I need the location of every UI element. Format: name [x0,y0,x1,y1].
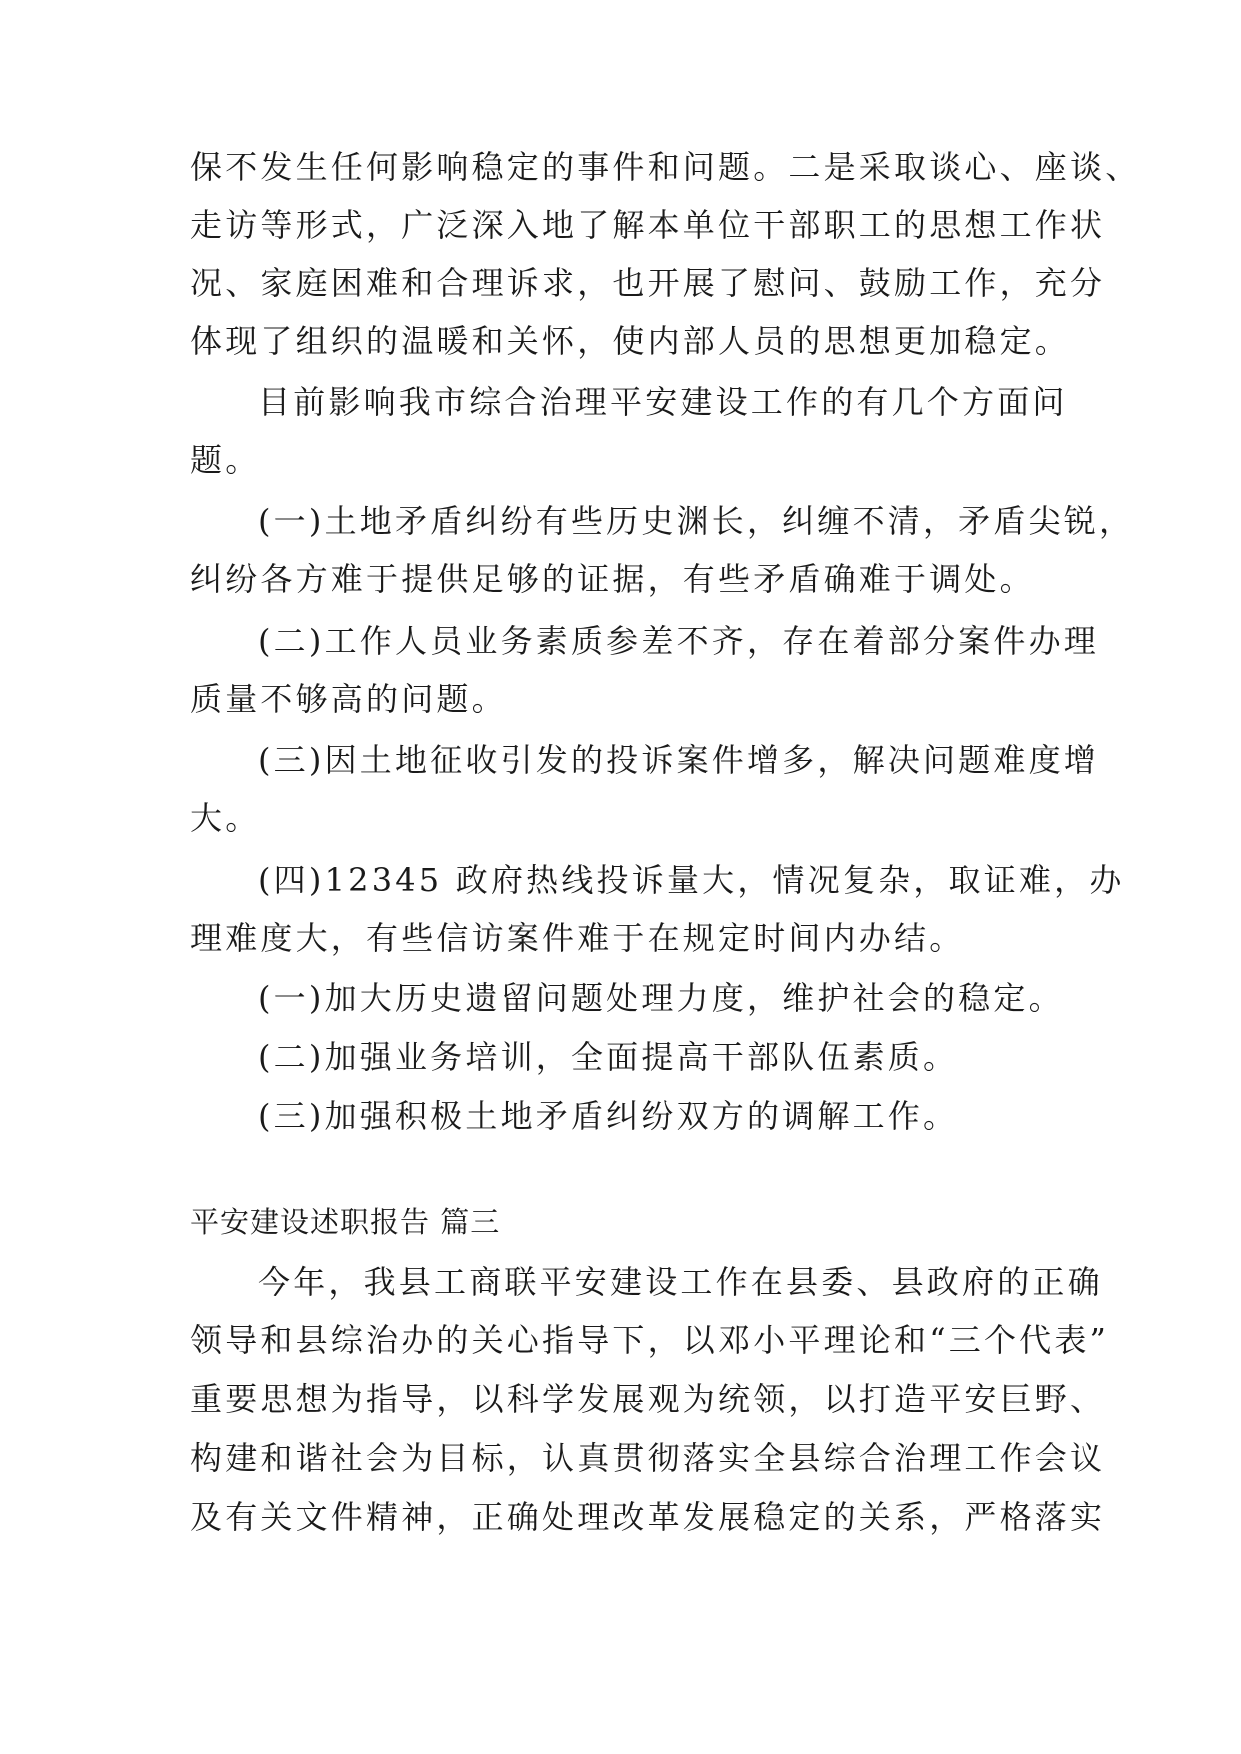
section-heading: 平安建设述职报告 篇三 [190,1205,501,1239]
paragraph-line: 及有关文件精神，正确处理改革发展稳定的关系，严格落实 [190,1498,1106,1536]
list-item-line: (二)工作人员业务素质参差不齐，存在着部分案件办理 [258,622,1099,660]
paragraph-line: 构建和谐社会为目标，认真贯彻落实全县综合治理工作会议 [190,1439,1106,1477]
paragraph-line: 领导和县综治办的关心指导下，以邓小平理论和“三个代表” [190,1321,1110,1359]
list-item-line: 质量不够高的问题。 [190,680,507,718]
paragraph-line: 走访等形式，广泛深入地了解本单位干部职工的思想工作状 [190,206,1106,244]
paragraph-line: 题。 [190,441,261,479]
list-item-line: (一)土地矛盾纠纷有些历史渊长，纠缠不清，矛盾尖锐， [258,502,1135,540]
list-item-line: (二)加强业务培训，全面提高干部队伍素质。 [258,1038,959,1076]
list-item-line: 大。 [190,799,261,837]
paragraph-line: 目前影响我市综合治理平安建设工作的有几个方面问 [258,383,1068,421]
list-item-line: (三)加强积极土地矛盾纠纷双方的调解工作。 [258,1097,959,1135]
paragraph-line: 况、家庭困难和合理诉求，也开展了慰问、鼓励工作，充分 [190,264,1106,302]
paragraph-line: 体现了组织的温暖和关怀，使内部人员的思想更加稳定。 [190,322,1071,360]
list-item-line: (一)加大历史遗留问题处理力度，维护社会的稳定。 [258,979,1064,1017]
paragraph-line: 今年，我县工商联平安建设工作在县委、县政府的正确 [258,1263,1103,1301]
list-item-line: 理难度大，有些信访案件难于在规定时间内办结。 [190,919,965,957]
list-item-line: (四)12345 政府热线投诉量大，情况复杂，取证难，办 [258,861,1125,899]
list-item-line: 纠纷各方难于提供足够的证据，有些矛盾确难于调处。 [190,560,1035,598]
paragraph-line: 保不发生任何影响稳定的事件和问题。二是采取谈心、座谈、 [190,148,1141,186]
paragraph-line: 重要思想为指导，以科学发展观为统领，以打造平安巨野、 [190,1380,1106,1418]
list-item-line: (三)因土地征收引发的投诉案件增多，解决问题难度增 [258,741,1099,779]
